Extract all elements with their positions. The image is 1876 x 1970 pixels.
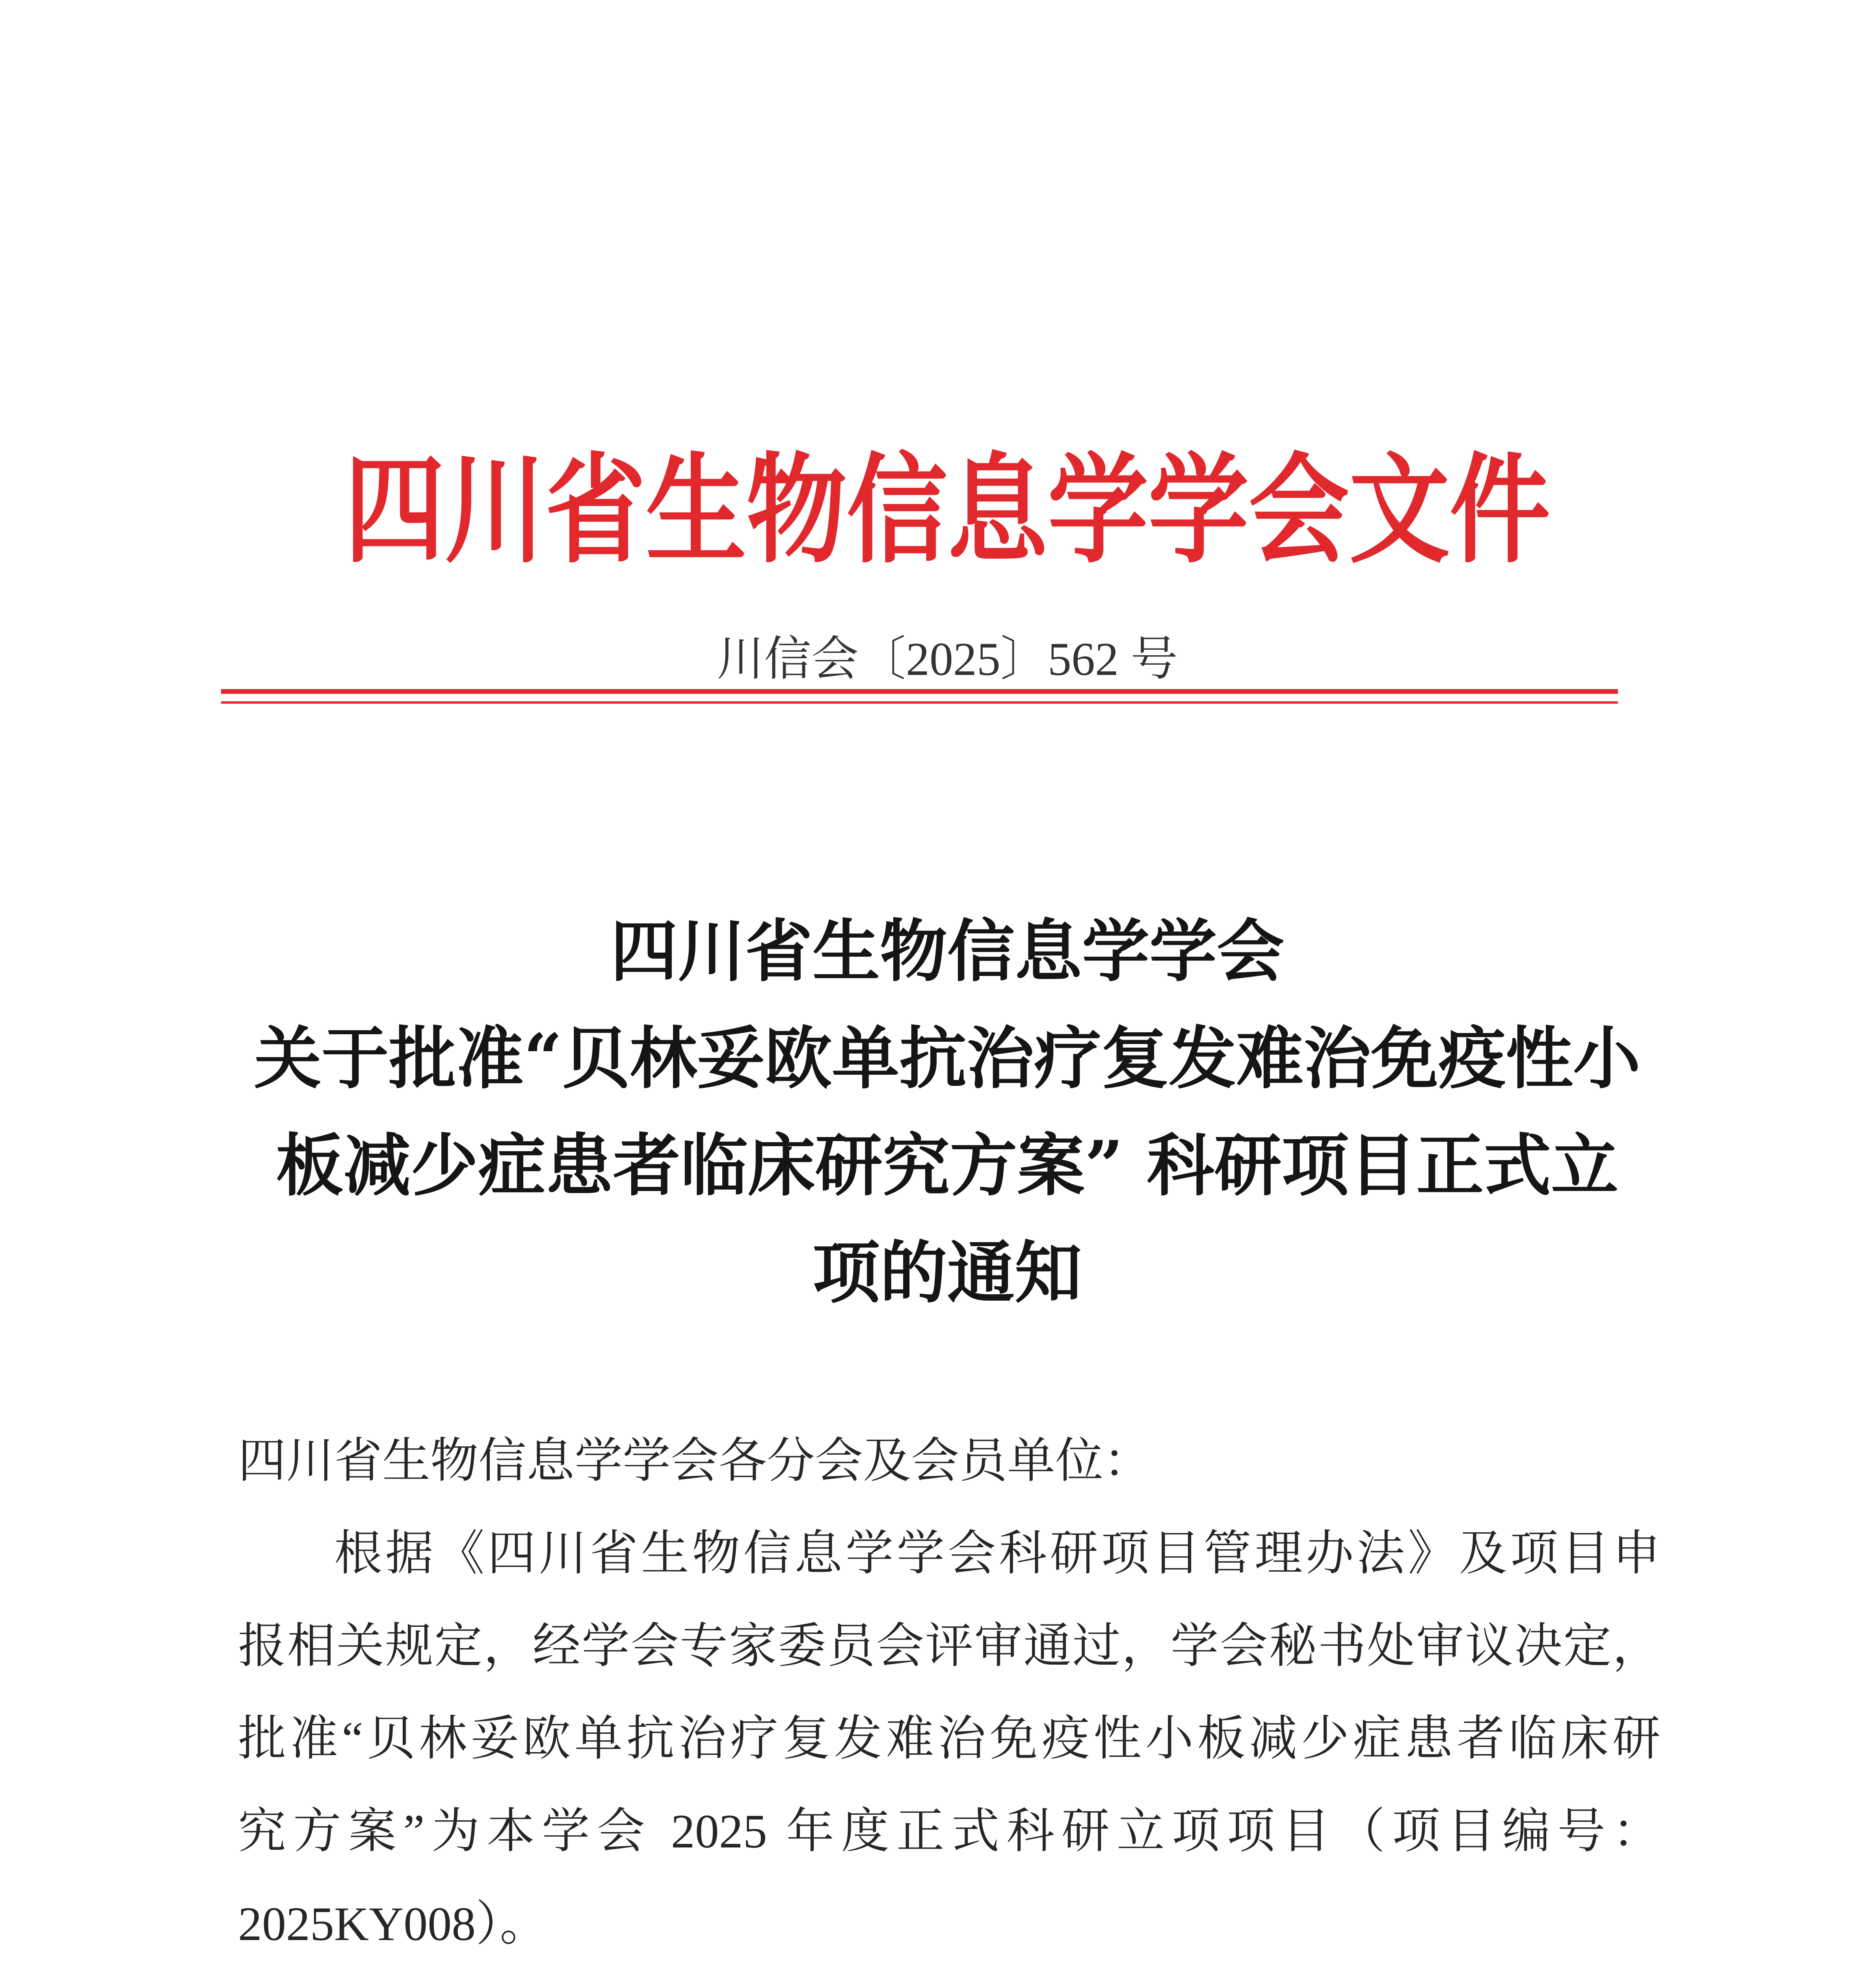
notice-title-line: 四川省生物信息学学会: [610, 912, 1284, 991]
body-line: 根据《四川省生物信息学学会科研项目管理办法》及项目申: [334, 1527, 1660, 1580]
notice-title: [197, 898, 1698, 1327]
body-line: 报相关规定，经学会专家委员会评审通过，学会秘书处审议决定，: [238, 1620, 1660, 1673]
body-line: 究方案”为本学会 2025 年度正式科研立项项目（项目编号：: [238, 1805, 1660, 1858]
document-number: 川信会〔2025〕562 号: [717, 633, 1178, 685]
notice-title-line: 项的通知: [812, 1233, 1082, 1312]
body-line: 批准“贝林妥欧单抗治疗复发难治免疫性小板减少症患者临床研: [238, 1712, 1660, 1766]
body-line: 2025KY008）。: [238, 1898, 548, 1951]
header-rule-thick: [221, 689, 1618, 694]
header-rule-thin: [221, 701, 1618, 704]
letterhead-title: 四川省生物信息学学会文件: [344, 440, 1550, 579]
notice-body: [238, 1415, 1660, 1970]
notice-title-line: 关于批准“贝林妥欧单抗治疗复发难治免疫性小: [254, 1019, 1641, 1098]
salutation: 四川省生物信息学学会各分会及会员单位：: [238, 1435, 1151, 1488]
body-paragraph: [238, 1507, 1660, 1970]
notice-title-line: 板减少症患者临床研究方案” 科研项目正式立: [276, 1126, 1619, 1205]
